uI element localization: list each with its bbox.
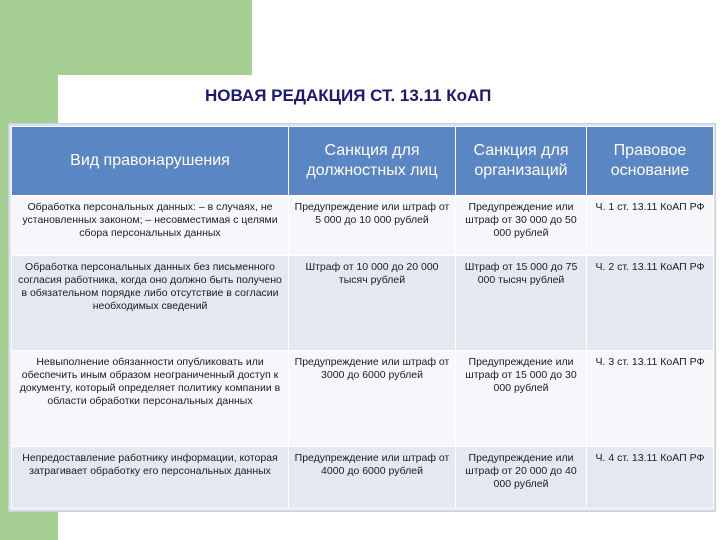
cell-officials-sanction: Штраф от 10 000 до 20 000 тысяч рублей — [289, 256, 456, 351]
table-row — [12, 350, 714, 446]
cell-legal-basis: Ч. 4 ст. 13.11 КоАП РФ — [587, 446, 714, 508]
cell-officials-sanction: Предупреждение или штраф от 4000 до 6000 рублей — [289, 446, 456, 508]
cell-officials-sanction: Предупреждение или штраф от 3000 до 6000 рублей — [289, 350, 456, 446]
cell-organizations-sanction: Штраф от 15 000 до 75 000 тысяч рублей — [456, 256, 587, 351]
table-row — [12, 196, 714, 256]
penalties-table — [11, 126, 714, 509]
header-organizations-sanction: Санкция для организаций — [456, 127, 587, 196]
cell-organizations-sanction: Предупреждение или штраф от 30 000 до 50 000 рублей — [456, 196, 587, 256]
header-violation-type: Вид правонарушения — [12, 127, 289, 196]
decorative-green-block — [0, 0, 252, 75]
cell-violation: Невыполнение обязанности опубликовать или обеспечить иным образом неограниченный доступ к документу, который определяет политику компании в области обработки персональных данных — [12, 350, 289, 446]
header-officials-sanction: Санкция для должностных лиц — [289, 127, 456, 196]
cell-violation: Непредоставление работнику информации, которая затрагивает обработку его персональных данных — [12, 446, 289, 508]
slide-title: НОВАЯ РЕДАКЦИЯ СТ. 13.11 КоАП — [205, 86, 492, 105]
cell-organizations-sanction: Предупреждение или штраф от 20 000 до 40 000 рублей — [456, 446, 587, 508]
table-row — [12, 256, 714, 351]
cell-organizations-sanction: Предупреждение или штраф от 15 000 до 30 000 рублей — [456, 350, 587, 446]
cell-legal-basis: Ч. 3 ст. 13.11 КоАП РФ — [587, 350, 714, 446]
cell-legal-basis: Ч. 1 ст. 13.11 КоАП РФ — [587, 196, 714, 256]
table-row — [12, 446, 714, 508]
cell-legal-basis: Ч. 2 ст. 13.11 КоАП РФ — [587, 256, 714, 351]
penalties-table-container — [8, 123, 716, 512]
cell-violation: Обработка персональных данных: – в случаях, не установленных законом; – несовместимая с целями сбора персональных данных — [12, 196, 289, 256]
cell-officials-sanction: Предупреждение или штраф от 5 000 до 10 000 рублей — [289, 196, 456, 256]
cell-violation: Обработка персональных данных без письменного согласия работника, когда оно должно быть получено в обязательном порядке либо отсутствие в согласии необходимых сведений — [12, 256, 289, 351]
header-legal-basis: Правовое основание — [587, 127, 714, 196]
table-header-row — [12, 127, 714, 196]
